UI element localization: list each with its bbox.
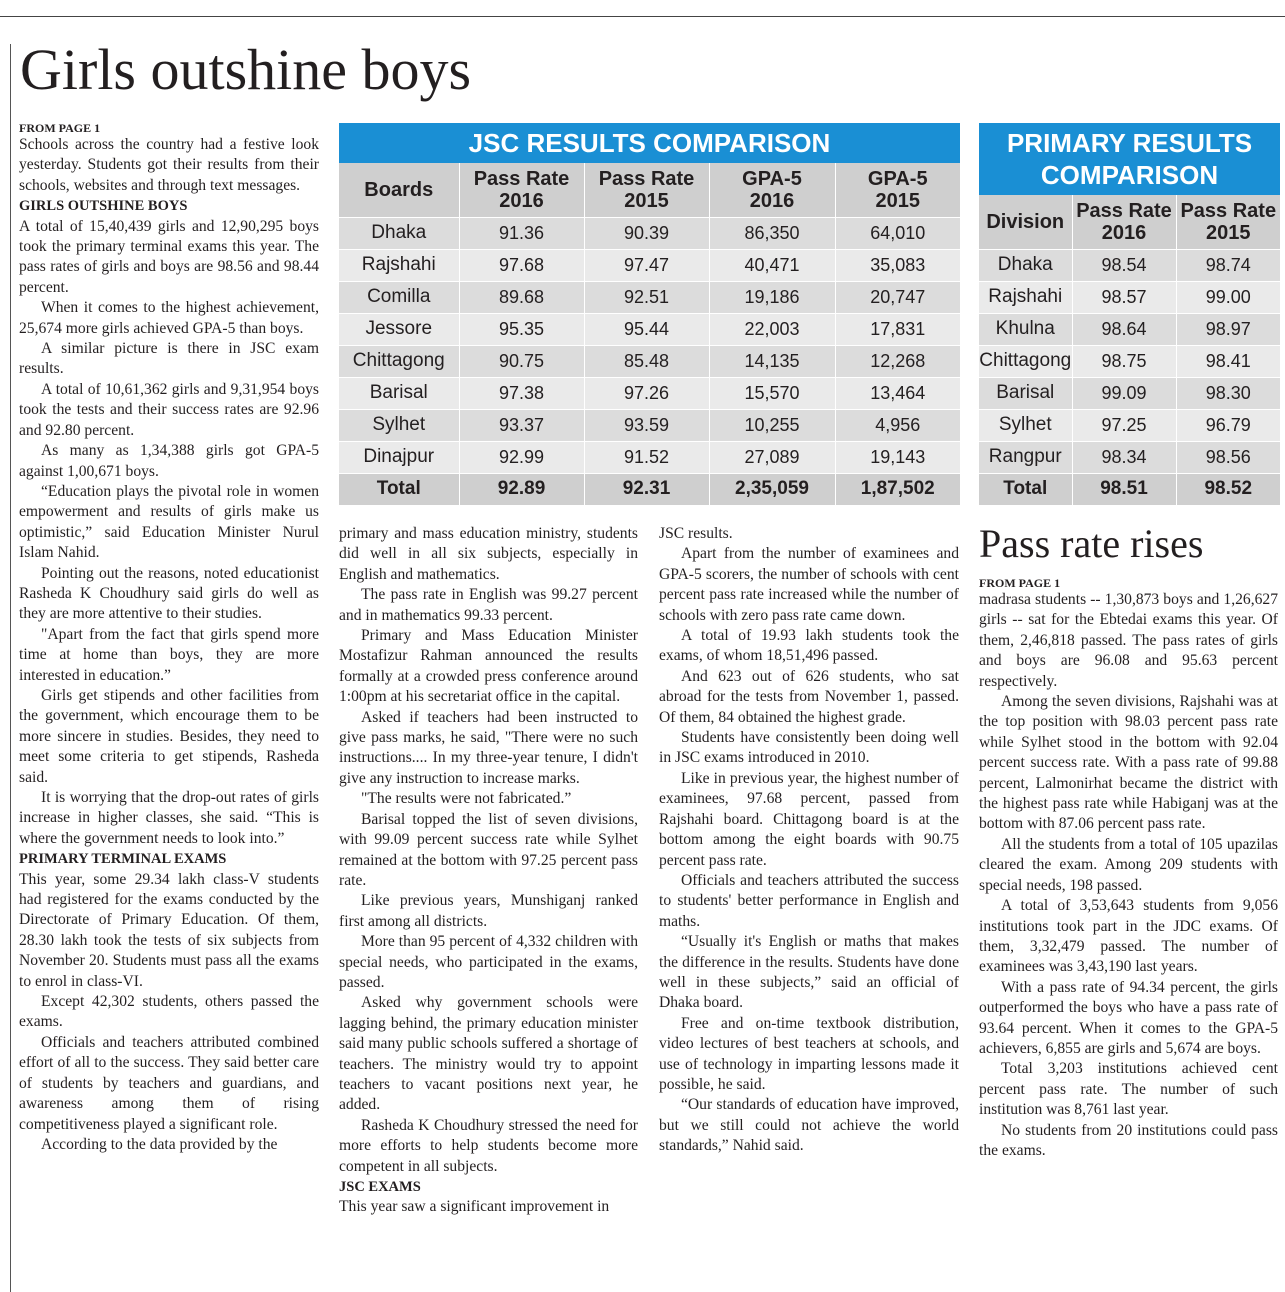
subhead: GIRLS OUTSHINE BOYS — [19, 198, 188, 215]
paragraph: More than 95 percent of 4,332 children with special needs, who participated in the exams, passed. — [339, 933, 638, 991]
table-cell: 19,186 — [709, 281, 835, 313]
paragraph: All the students from a total of 105 upazilas cleared the exam. Among 209 students with special needs, 198 passed. — [979, 835, 1278, 894]
primary-results-table — [979, 123, 1280, 505]
table-row — [339, 313, 960, 345]
table-cell: Dhaka — [339, 217, 459, 249]
table-cell: 98.57 — [1072, 281, 1176, 313]
table-cell: 93.37 — [459, 409, 584, 441]
table-cell: Khulna — [979, 313, 1072, 345]
paragraph: “Education plays the pivotal role in women empowerment and results of girls make us optimistic,” said Education Minister Nurul Islam Nahid. — [19, 482, 319, 562]
paragraph: This year saw a significant improvement in — [339, 1198, 610, 1216]
table-cell: 14,135 — [709, 345, 835, 377]
paragraph: The pass rate in English was 99.27 percent and in mathematics 99.33 percent. — [339, 586, 638, 624]
table-cell: 40,471 — [709, 249, 835, 281]
table-cell: 98.56 — [1176, 441, 1280, 473]
table-cell: Rajshahi — [339, 249, 459, 281]
column-header: GPA-5 2015 — [835, 163, 960, 217]
paragraph: As many as 1,34,388 girls got GPA-5 against 1,00,671 boys. — [19, 442, 319, 480]
story2-headline: Pass rate rises — [979, 521, 1204, 566]
table-cell: 92.51 — [584, 281, 709, 313]
jsc-results-table — [339, 123, 960, 505]
table-cell: Dinajpur — [339, 441, 459, 473]
table-cell: 27,089 — [709, 441, 835, 473]
paragraph: Like in previous year, the highest number of examinees, 97.68 percent, passed from Rajshahi board. Chittagong board is at the bottom among the eight boards with 90.75 percent pass rate. — [659, 769, 959, 869]
page-headline: Girls outshine boys — [20, 37, 472, 102]
table-cell: 95.44 — [584, 313, 709, 345]
paragraph: A total of 15,40,439 girls and 12,90,295 boys took the primary terminal exams this year. The pass rates of girls and boys are 98.56 and 98.44 percent. — [19, 217, 319, 296]
table-cell: 64,010 — [835, 217, 960, 249]
paragraph: Students have consistently been doing well in JSC exams introduced in 2010. — [659, 729, 959, 767]
table-cell: 98.30 — [1176, 377, 1280, 409]
table-row — [339, 281, 960, 313]
column-header: Boards — [339, 163, 459, 217]
table-row — [979, 345, 1280, 377]
table-row — [979, 313, 1280, 345]
table-cell: Dhaka — [979, 249, 1072, 281]
table-cell: Total — [339, 473, 459, 505]
paragraph: And 623 out of 626 students, who sat abroad for the tests from November 1, passed. Of them, 84 obtained the highest grade. — [659, 667, 959, 726]
paragraph: Asked why government schools were lagging behind, the primary education minister said many public schools suffered a shortage of teachers. The ministry would try to appoint teachers to vacant positions next year, he added. — [339, 994, 638, 1114]
table-cell: 97.47 — [584, 249, 709, 281]
paragraph: Rasheda K Choudhury stressed the need for more efforts to help students become more competent in all subjects. — [339, 1116, 638, 1175]
table-cell: Rangpur — [979, 441, 1072, 473]
table-cell: 19,143 — [835, 441, 960, 473]
table-cell: 99.09 — [1072, 377, 1176, 409]
table-cell: 98.97 — [1176, 313, 1280, 345]
column-header: Pass Rate 2015 — [584, 163, 709, 217]
table-cell: 90.75 — [459, 345, 584, 377]
paragraph: "Apart from the fact that girls spend more time at home than boys, they are more interested in education.” — [19, 625, 319, 684]
kicker: FROM PAGE 1 — [19, 121, 101, 135]
table-cell: 97.26 — [584, 377, 709, 409]
table-cell: 90.39 — [584, 217, 709, 249]
paragraph: When it comes to the highest achievement, 25,674 more girls achieved GPA-5 than boys. — [19, 299, 319, 337]
top-rule — [0, 16, 1285, 17]
column-header: Pass Rate 2016 — [459, 163, 584, 217]
table-cell: 1,87,502 — [835, 473, 960, 505]
table-cell: 20,747 — [835, 281, 960, 313]
jsc-table-title: JSC RESULTS COMPARISON — [339, 123, 960, 163]
table-cell: 17,831 — [835, 313, 960, 345]
table-cell: Sylhet — [979, 409, 1072, 441]
paragraph: Free and on-time textbook distribution, video lectures of best teachers at schools, and use of technology in imparting lessons made it possible, he said. — [659, 1014, 959, 1093]
table-cell: 96.79 — [1176, 409, 1280, 441]
paragraph: Apart from the number of examinees and GPA-5 scorers, the number of schools with cent percent pass rate increased while the number of schools with zero pass rate came down. — [659, 545, 959, 624]
paragraph: No students from 20 institutions could pass the exams. — [979, 1121, 1278, 1159]
paragraph: Officials and teachers attributed combined effort of all to the success. They said better care of students by teachers and guardians, and awareness among them of rising competitiveness played a significant role. — [19, 1033, 319, 1133]
table-cell: 98.41 — [1176, 345, 1280, 377]
table-cell: 15,570 — [709, 377, 835, 409]
paragraph: “Usually it's English or maths that makes the difference in the results. Students have done well in these subjects,” said an official of Dhaka board. — [659, 933, 959, 1012]
paragraph: Pointing out the reasons, noted educationist Rasheda K Choudhury said girls do well as they are more attentive to their studies. — [19, 564, 319, 623]
table-cell: 95.35 — [459, 313, 584, 345]
table-cell: Jessore — [339, 313, 459, 345]
table-cell: 89.68 — [459, 281, 584, 313]
table-cell: Rajshahi — [979, 281, 1072, 313]
paragraph: Girls get stipends and other facilities from the government, which encourage them to be more sincere in studies. Besides, they need to meet some criteria to get stipends, Rasheda said. — [19, 686, 319, 786]
paragraph: A total of 3,53,643 students from 9,056 institutions took part in the JDC exams. Of them, 3,32,479 passed. The number of examinees was 3,43,190 last years. — [979, 897, 1278, 976]
paragraph: A similar picture is there in JSC exam results. — [19, 340, 319, 378]
table-cell: 10,255 — [709, 409, 835, 441]
table-cell: 98.34 — [1072, 441, 1176, 473]
table-cell: 12,268 — [835, 345, 960, 377]
paragraph: Like previous years, Munshiganj ranked first among all districts. — [339, 892, 638, 930]
paragraph: With a pass rate of 94.34 percent, the girls outperformed the boys who have a pass rate of 93.64 percent. When it comes to the GPA-5 achievers, 6,855 are girls and 5,674 are boys. — [979, 978, 1278, 1057]
article-column-4 — [979, 576, 1278, 1161]
paragraph: Schools across the country had a festive look yesterday. Students got their results from their schools, websites and through text messages. — [19, 136, 319, 194]
table-row — [339, 249, 960, 281]
paragraph: Asked if teachers had been instructed to give pass marks, he said, "There were no such instructions.... In my three-year tenure, I didn't give any instruction to increase marks. — [339, 708, 638, 787]
table-total-row — [339, 473, 960, 505]
table-cell: 98.52 — [1176, 473, 1280, 505]
paragraph: Barisal topped the list of seven divisions, with 99.09 percent success rate while Sylhet remained at the bottom with 97.25 percent pass rate. — [339, 810, 638, 889]
paragraph: Among the seven divisions, Rajshahi was at the top position with 98.03 percent pass rate while Sylhet stood in the bottom with 92.04 percent success rate. With a pass rate of 99.88 percent, Lalmonirhat became the district with the highest pass rate while Habiganj was at the bottom with 87.06 percent pass rate. — [979, 693, 1278, 833]
table-cell: 85.48 — [584, 345, 709, 377]
table-row — [979, 249, 1280, 281]
table-cell: Total — [979, 473, 1072, 505]
table-row — [339, 441, 960, 473]
table-row — [979, 409, 1280, 441]
paragraph: Total 3,203 institutions achieved cent percent pass rate. The number of such institution was 8,761 last year. — [979, 1060, 1278, 1119]
subhead: PRIMARY TERMINAL EXAMS — [19, 851, 227, 868]
table-cell: 98.64 — [1072, 313, 1176, 345]
table-cell: 98.51 — [1072, 473, 1176, 505]
article-column-1 — [19, 121, 319, 1155]
table-cell: Chittagong — [339, 345, 459, 377]
paragraph: A total of 19.93 lakh students took the exams, of whom 18,51,496 passed. — [659, 627, 959, 665]
table-row — [339, 409, 960, 441]
table-cell: 2,35,059 — [709, 473, 835, 505]
table-cell: Sylhet — [339, 409, 459, 441]
table-row — [339, 345, 960, 377]
paragraph: madrasa students -- 1,30,873 boys and 1,26,627 girls -- sat for the Ebtedai exams this year. Of them, 2,46,818 passed. The pass rates of girls and boys are 96.08 and 95.63 percent respectively. — [979, 591, 1278, 690]
table-cell: 13,464 — [835, 377, 960, 409]
paragraph: According to the data provided by the — [41, 1135, 278, 1153]
table-cell: 22,003 — [709, 313, 835, 345]
table-cell: 98.75 — [1072, 345, 1176, 377]
paragraph: JSC results. — [659, 525, 733, 542]
table-cell: 91.52 — [584, 441, 709, 473]
paragraph: A total of 10,61,362 girls and 9,31,954 boys took the tests and their success rates are 92.96 and 92.80 percent. — [19, 380, 319, 439]
table-cell: 99.00 — [1176, 281, 1280, 313]
table-cell: 97.25 — [1072, 409, 1176, 441]
paragraph: It is worrying that the drop-out rates of girls increase in higher classes, she said. “This is where the government needs to look into.” — [19, 789, 319, 847]
table-cell: 92.99 — [459, 441, 584, 473]
table-cell: Barisal — [339, 377, 459, 409]
primary-table-title: PRIMARY RESULTS COMPARISON — [979, 123, 1280, 195]
left-column-rule — [10, 44, 11, 1292]
table-cell: 98.74 — [1176, 249, 1280, 281]
table-cell: Barisal — [979, 377, 1072, 409]
column-header: Division — [979, 195, 1072, 249]
table-cell: 98.54 — [1072, 249, 1176, 281]
paragraph: “Our standards of education have improved, but we still could not achieve the world standards,” Nahid said. — [659, 1096, 959, 1155]
table-cell: 92.89 — [459, 473, 584, 505]
kicker: FROM PAGE 1 — [979, 576, 1061, 590]
table-cell: 97.68 — [459, 249, 584, 281]
table-cell: 4,956 — [835, 409, 960, 441]
table-cell: Chittagong — [979, 345, 1072, 377]
paragraph: Except 42,302 students, others passed the exams. — [19, 993, 319, 1031]
table-row — [979, 441, 1280, 473]
table-cell: Comilla — [339, 281, 459, 313]
column-header: GPA-5 2016 — [709, 163, 835, 217]
paragraph: Officials and teachers attributed the success to students' better performance in English and maths. — [659, 871, 959, 930]
article-column-2 — [339, 524, 638, 1218]
paragraph: "The results were not fabricated.” — [361, 790, 572, 808]
table-cell: 92.31 — [584, 473, 709, 505]
table-row — [979, 281, 1280, 313]
table-total-row — [979, 473, 1280, 505]
paragraph: Primary and Mass Education Minister Mostafizur Rahman announced the results formally at a crowded press conference around 1:00pm at his secretariat office in the capital. — [339, 627, 638, 706]
column-header: Pass Rate 2016 — [1072, 195, 1176, 249]
subhead: JSC EXAMS — [339, 1179, 421, 1195]
table-row — [339, 217, 960, 249]
table-row — [339, 377, 960, 409]
table-row — [979, 377, 1280, 409]
table-cell: 97.38 — [459, 377, 584, 409]
table-cell: 93.59 — [584, 409, 709, 441]
paragraph: This year, some 29.34 lakh class-V students had registered for the exams conducted by the Directorate of Primary Education. Of them, 28.30 lakh took the tests of six subjects from November 20. Students must pass all the exams to enrol in class-VI. — [19, 870, 319, 990]
column-header: Pass Rate 2015 — [1176, 195, 1280, 249]
table-cell: 86,350 — [709, 217, 835, 249]
table-cell: 35,083 — [835, 249, 960, 281]
article-column-3 — [659, 524, 959, 1157]
table-cell: 91.36 — [459, 217, 584, 249]
paragraph: primary and mass education ministry, students did well in all six subjects, especially in English and mathematics. — [339, 525, 638, 583]
